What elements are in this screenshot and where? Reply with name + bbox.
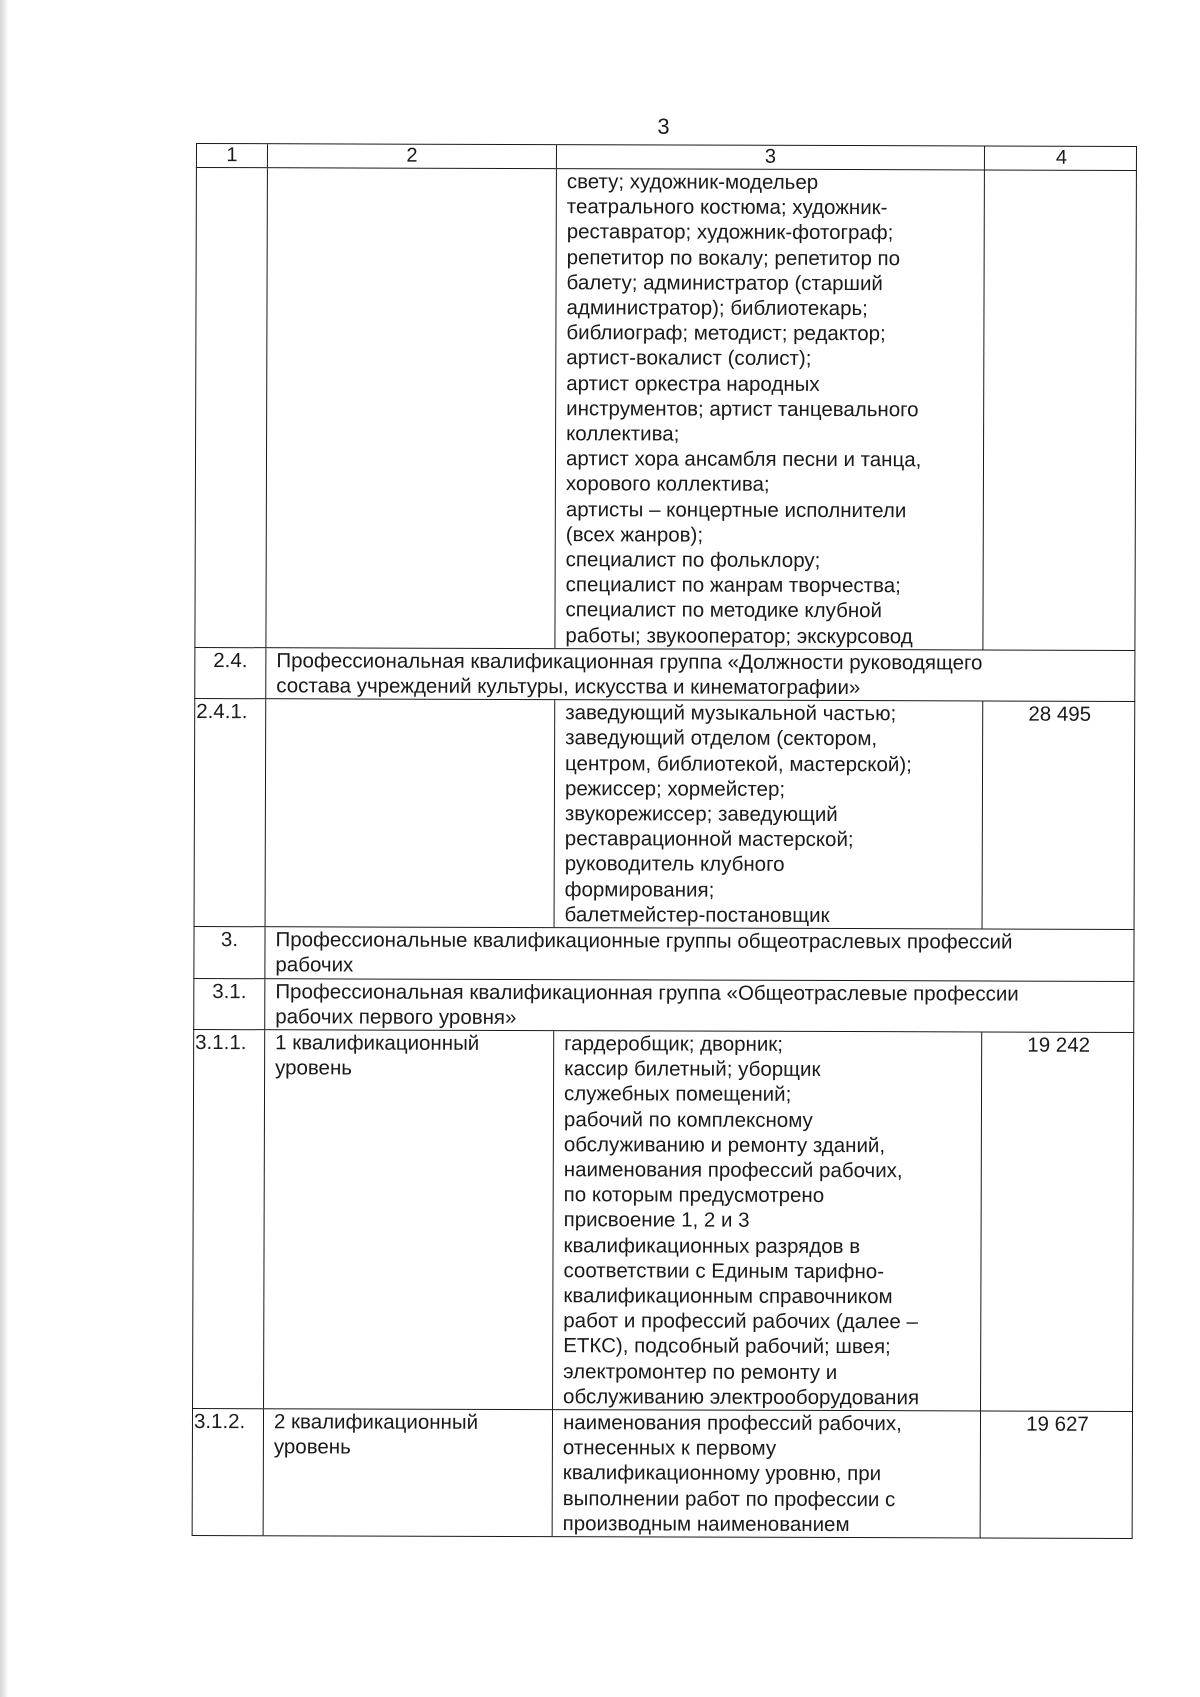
group-heading-row <box>194 648 1135 702</box>
qualification-level: 2 квалификационный уровень <box>264 1409 553 1536</box>
qualification-level: 1 квалификационный уровень <box>264 1030 554 1409</box>
header-col-3: 3 <box>557 145 985 169</box>
salary-value: 28 495 <box>1028 702 1092 727</box>
group-heading-row <box>193 978 1134 1032</box>
table-row <box>192 1409 1133 1539</box>
row-number <box>195 168 268 647</box>
scan-edge-shadow <box>0 0 8 1697</box>
row-number: 3.1. <box>194 978 265 1029</box>
table-row <box>192 1030 1134 1412</box>
qualification-level <box>266 699 556 927</box>
positions-list: заведующий музыкальной частью; заведующий отделом (сектором, центром, библиотекой, мастерской); режиссер; хормейстер; звукорежиссер; заведующий реставрационной мастерской; руководитель клубного формирования; балетмейстер-постановщик <box>555 700 984 928</box>
table-header-row <box>196 144 1137 171</box>
row-number: 2.4. <box>195 648 266 699</box>
group-title: Профессиональные квалификационные группы общеотраслевых профессий рабочих <box>275 928 1013 977</box>
positions-list: гардеробщик; дворник; кассир билетный; уборщик служебных помещений; рабочий по комплексному обслуживанию и ремонту зданий, наименования профессий рабочих, по которым предусмотрено присвоение 1, 2 и 3 квалификационных разрядов в соответствии с Единым тарифно- квалификационным справочником работ и профессий рабочих (далее – ЕТКС), подсобный рабочий; швея; электромонтер по ремонту и обслуживанию электрооборудования <box>553 1031 982 1410</box>
row-number: 2.4.1. <box>195 699 267 926</box>
row-number: 3.1.1. <box>193 1030 265 1408</box>
header-col-2: 2 <box>268 144 557 168</box>
salary-value <box>983 170 1138 649</box>
table-row <box>194 699 1136 930</box>
header-col-4: 4 <box>1055 146 1068 169</box>
group-title: Профессиональная квалификационная группа «Должности руководящего состава учреждений культуры, искусства и кинематографии» <box>276 649 983 700</box>
header-col-1: 1 <box>197 144 268 167</box>
salary-table <box>192 143 1137 1539</box>
row-number: 3.1.2. <box>193 1409 264 1535</box>
positions-list: наименования профессий рабочих, отнесенных к первому квалификационному уровню, при выполнении работ по профессии с производным наименованием <box>553 1410 981 1537</box>
group-title: Профессиональная квалификационная группа «Общеотраслевые профессии рабочих первого уровня» <box>275 979 1019 1029</box>
table-row <box>194 168 1137 651</box>
positions-list: свету; художник-модельер театрального костюма; художник- реставратор; художник-фотограф; репетитор по вокалу; репетитор по балету; администратор (старший администратор); библиотекарь; библиограф; методист; редактор; артист-вокалист (солист); артист оркестра народных инструментов; артист танцевального коллектива; артист хора ансамбля песни и танца, хорового коллектива; артисты – концертные исполнители (всех жанров); специалист по фольклору; специалист по жанрам творчества; специалист по методике клубной работы; звукооператор; экскурсовод <box>555 169 985 649</box>
page-number: 3 <box>657 114 670 139</box>
salary-value: 19 242 <box>1027 1033 1091 1057</box>
group-heading-row <box>193 927 1134 981</box>
salary-value: 19 627 <box>1026 1412 1089 1436</box>
qualification-level <box>266 168 557 648</box>
row-number: 3. <box>194 927 265 978</box>
